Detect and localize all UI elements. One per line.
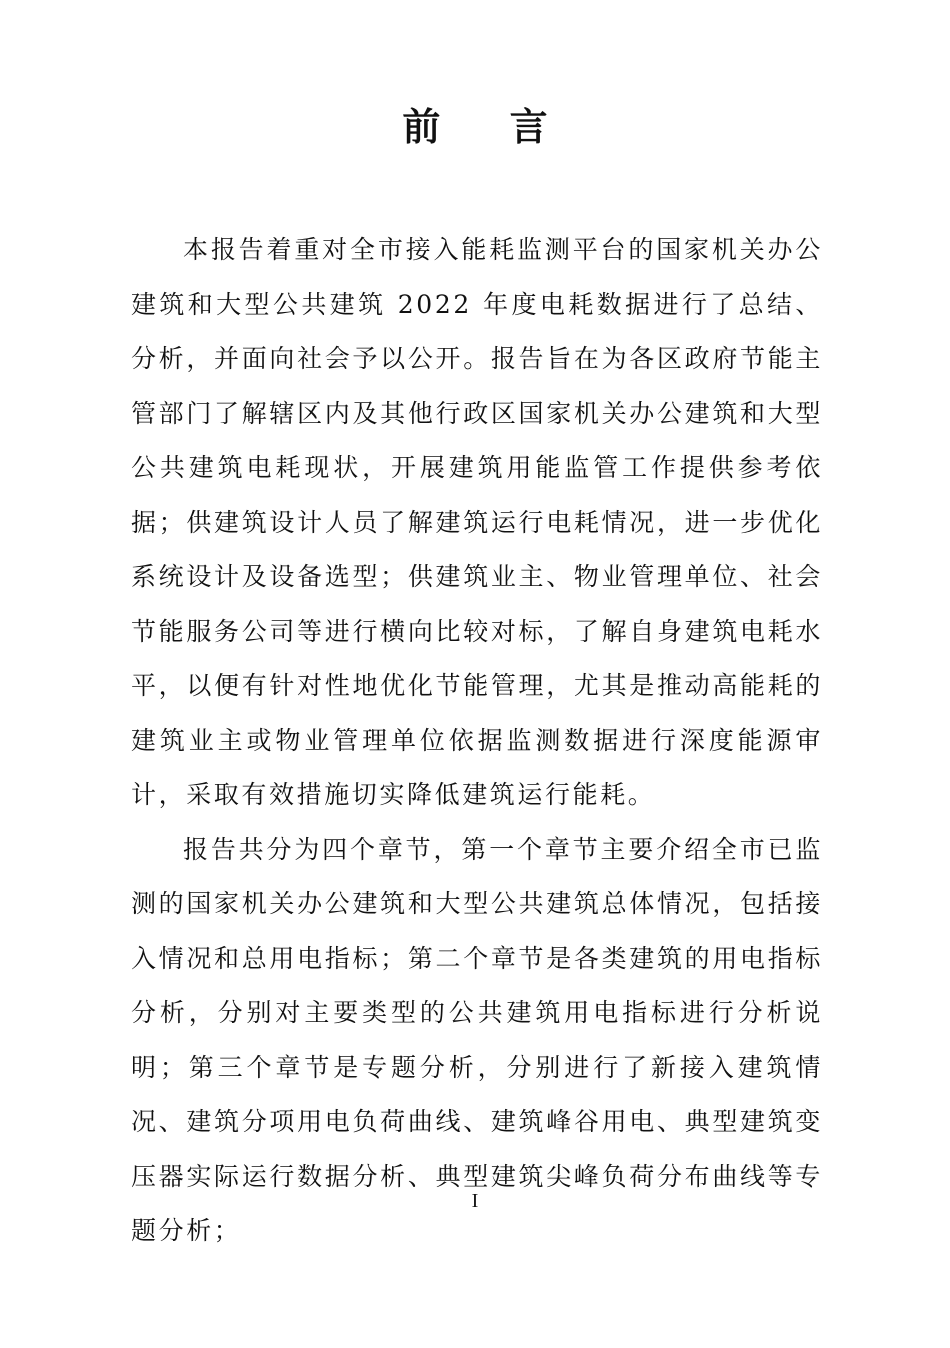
paragraph-purpose: 本报告着重对全市接入能耗监测平台的国家机关办公建筑和大型公共建筑 2022 年度电耗数据进行了总结、分析，并面向社会予以公开。报告旨在为各区政府节能主管部门了解辖区内及其他行政区国家机关办公建筑和大型公共建筑电耗现状，开展建筑用能监管工作提供参考依据；供建筑设计人员了解建筑运行电耗情况，进一步优化系统设计及设备选型；供建筑业主、物业管理单位、社会节能服务公司等进行横向比较对标，了解自身建筑电耗水平，以便有针对性地优化节能管理，尤其是推动高能耗的建筑业主或物业管理单位依据监测数据进行深度能源审计，采取有效措施切实降低建筑运行能耗。: [131, 235, 823, 809]
preface-body: [131, 223, 823, 1259]
paragraph-structure: 报告共分为四个章节，第一个章节主要介绍全市已监测的国家机关办公建筑和大型公共建筑总体情况，包括接入情况和总用电指标；第二个章节是各类建筑的用电指标分析，分别对主要类型的公共建筑用电指标进行分析说明；第三个章节是专题分析，分别进行了新接入建筑情况、建筑分项用电负荷曲线、建筑峰谷用电、典型建筑变压器实际运行数据分析、典型建筑尖峰负荷分布曲线等专题分析；: [131, 834, 823, 1245]
page-title: 前 言: [402, 104, 576, 150]
page-number: I: [471, 1190, 479, 1212]
